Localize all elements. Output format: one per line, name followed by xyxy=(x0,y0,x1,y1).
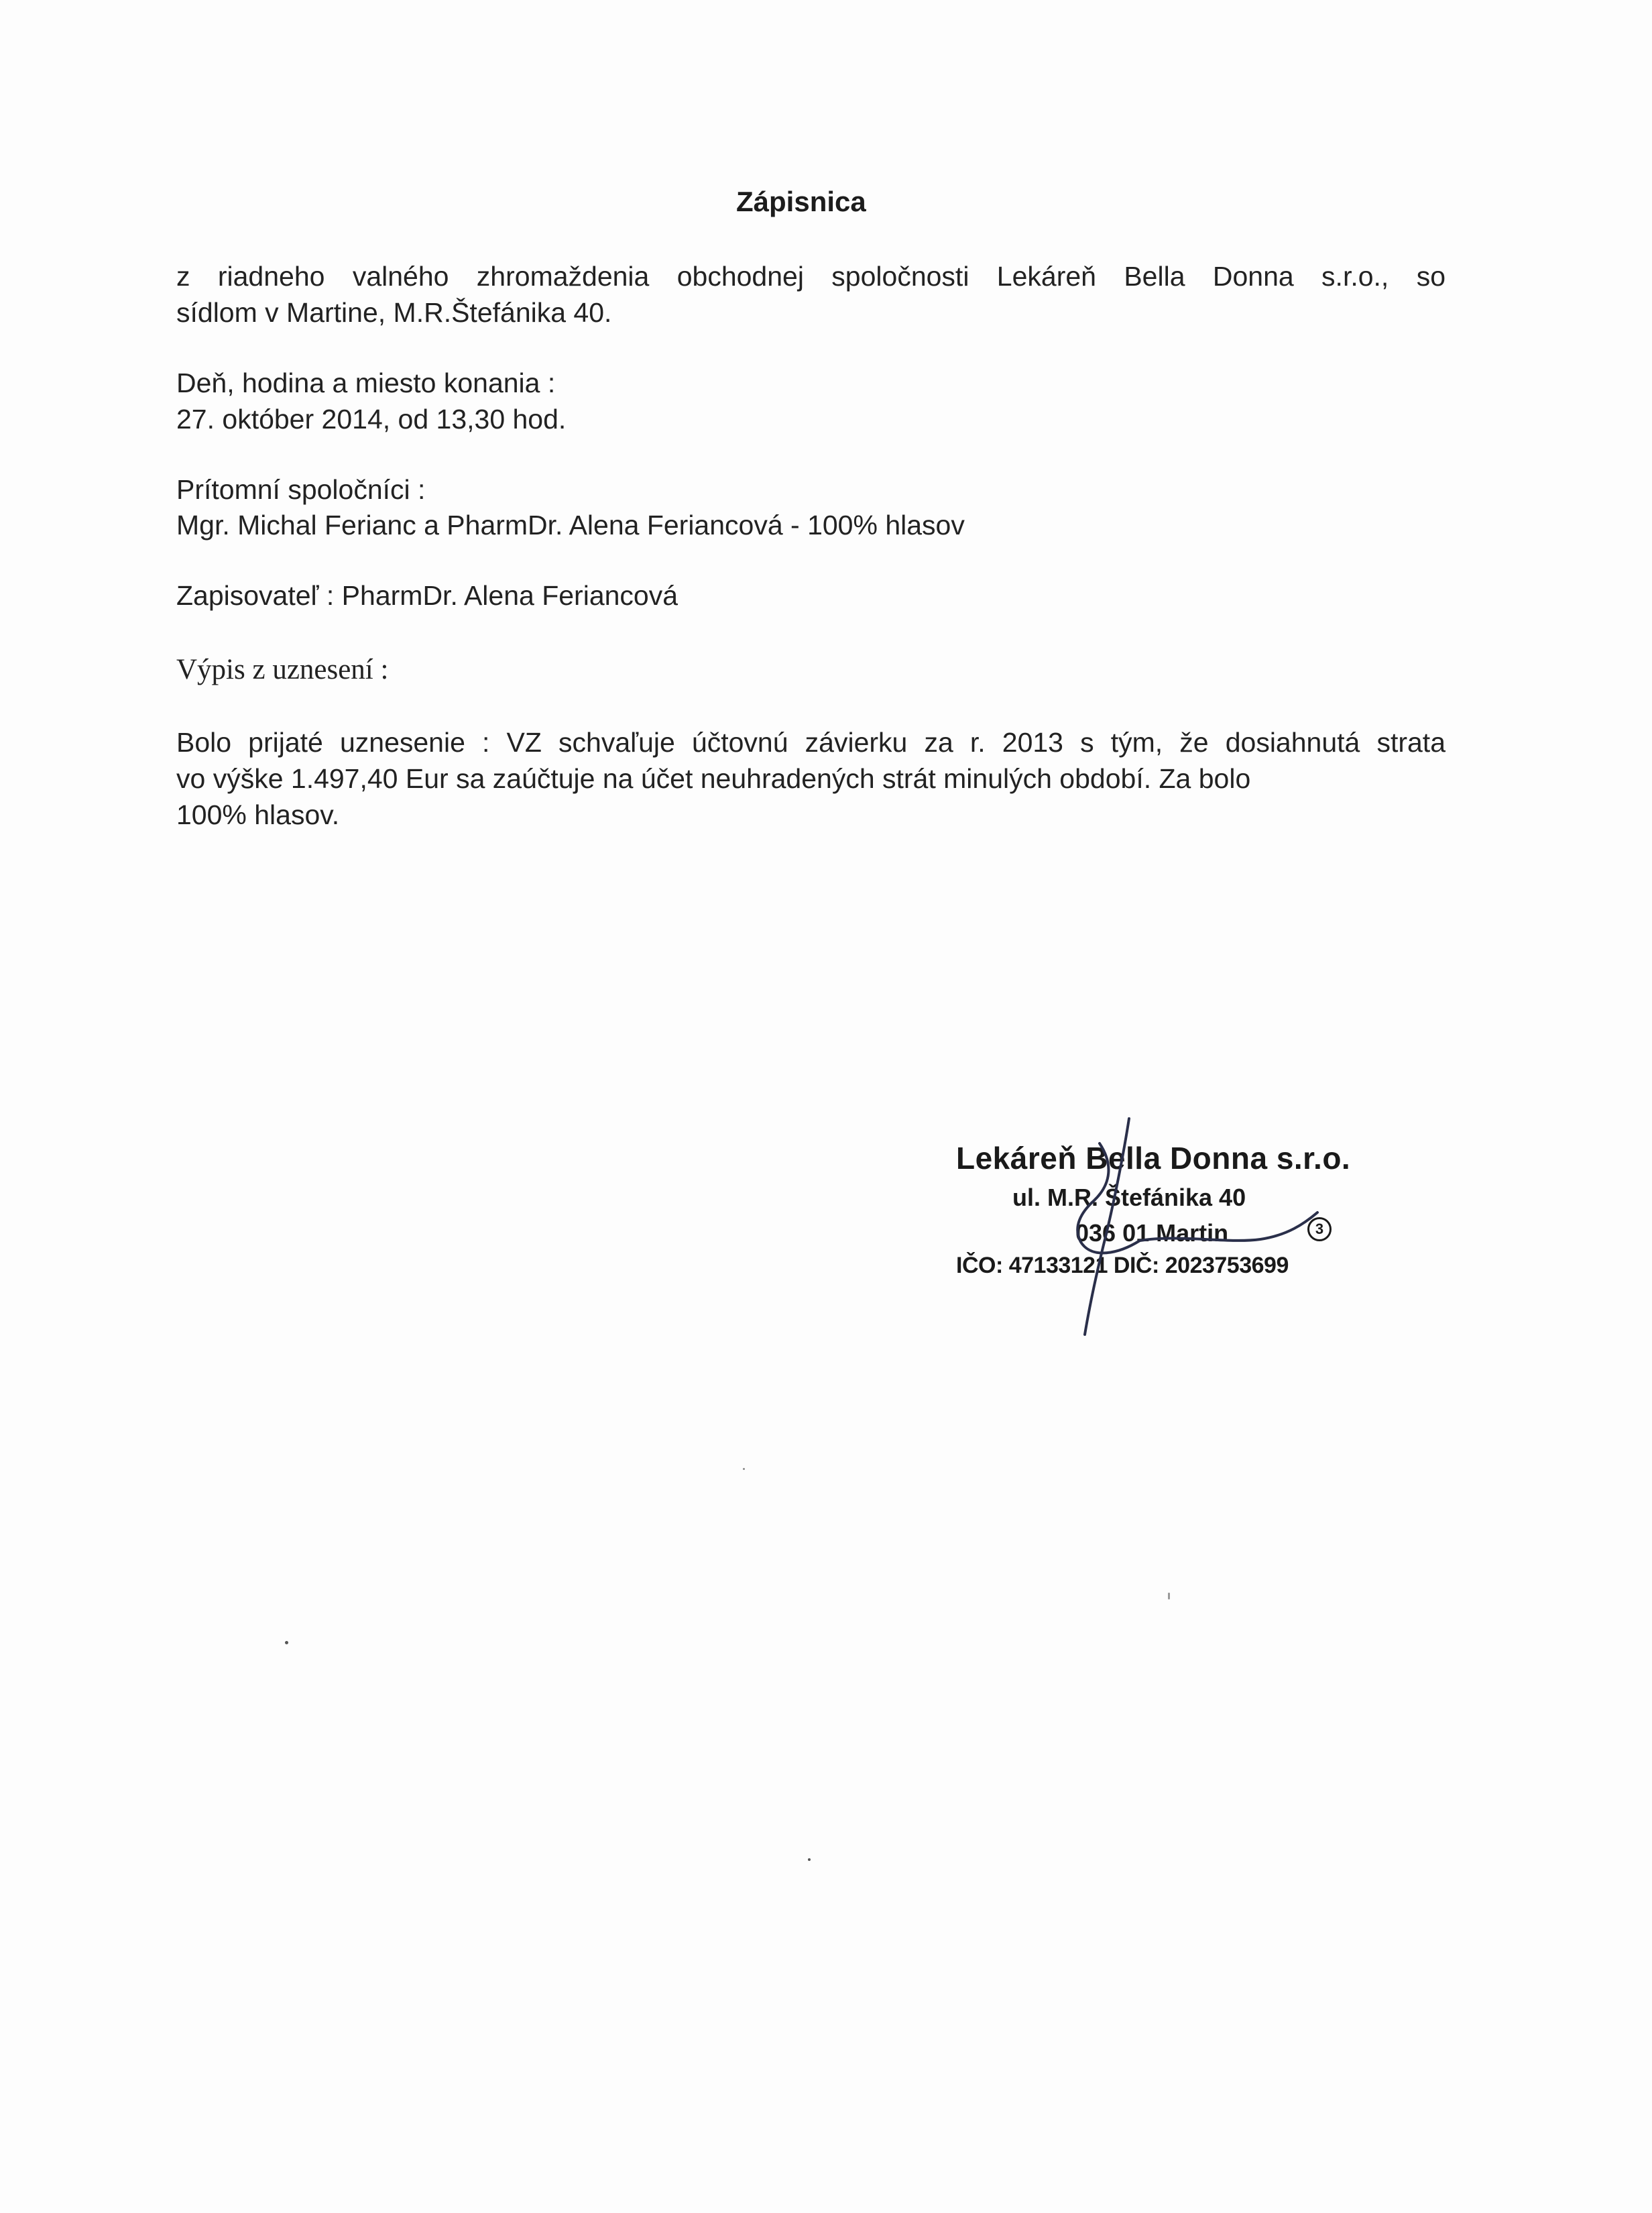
intro-line-1: z riadneho valného zhromaždenia obchodnej spoločnosti Lekáreň Bella Donna s.r.o., so xyxy=(176,261,1446,292)
paper-speck xyxy=(285,1641,288,1644)
partners-value: Mgr. Michal Ferianc a PharmDr. Alena Feriancová - 100% hlasov xyxy=(176,510,965,541)
partners-label: Prítomní spoločníci : xyxy=(176,474,426,505)
paper-speck xyxy=(1168,1593,1170,1599)
recorder-line: Zapisovateľ : PharmDr. Alena Feriancová xyxy=(176,580,678,611)
resolution-line-1: Bolo prijaté uznesenie : VZ schvaľuje účtovnú závierku za r. 2013 s tým, že dosiahnutá strata xyxy=(176,727,1446,758)
meeting-label: Deň, hodina a miesto konania : xyxy=(176,367,556,398)
stamp-street: ul. M.R. Štefánika 40 xyxy=(1012,1184,1246,1211)
document-title: Zápisnica xyxy=(736,186,866,217)
stamp-mark: 3 xyxy=(1307,1217,1332,1241)
extract-label: Výpis z uznesení : xyxy=(176,654,389,685)
paper-speck xyxy=(808,1858,811,1861)
stamp-city: 036 01 Martin xyxy=(1075,1219,1229,1247)
resolution-line-2: vo výške 1.497,40 Eur sa zaúčtuje na účet neuhradených strát minulých období. Za bolo xyxy=(176,763,1251,794)
stamp-ids: IČO: 47133121 DIČ: 2023753699 xyxy=(956,1253,1289,1278)
stamp-company-name: Lekáreň Bella Donna s.r.o. xyxy=(956,1141,1351,1176)
resolution-line-3: 100% hlasov. xyxy=(176,799,340,830)
intro-line-2: sídlom v Martine, M.R.Štefánika 40. xyxy=(176,297,612,328)
meeting-value: 27. október 2014, od 13,30 hod. xyxy=(176,404,567,435)
paper-speck xyxy=(743,1468,745,1470)
